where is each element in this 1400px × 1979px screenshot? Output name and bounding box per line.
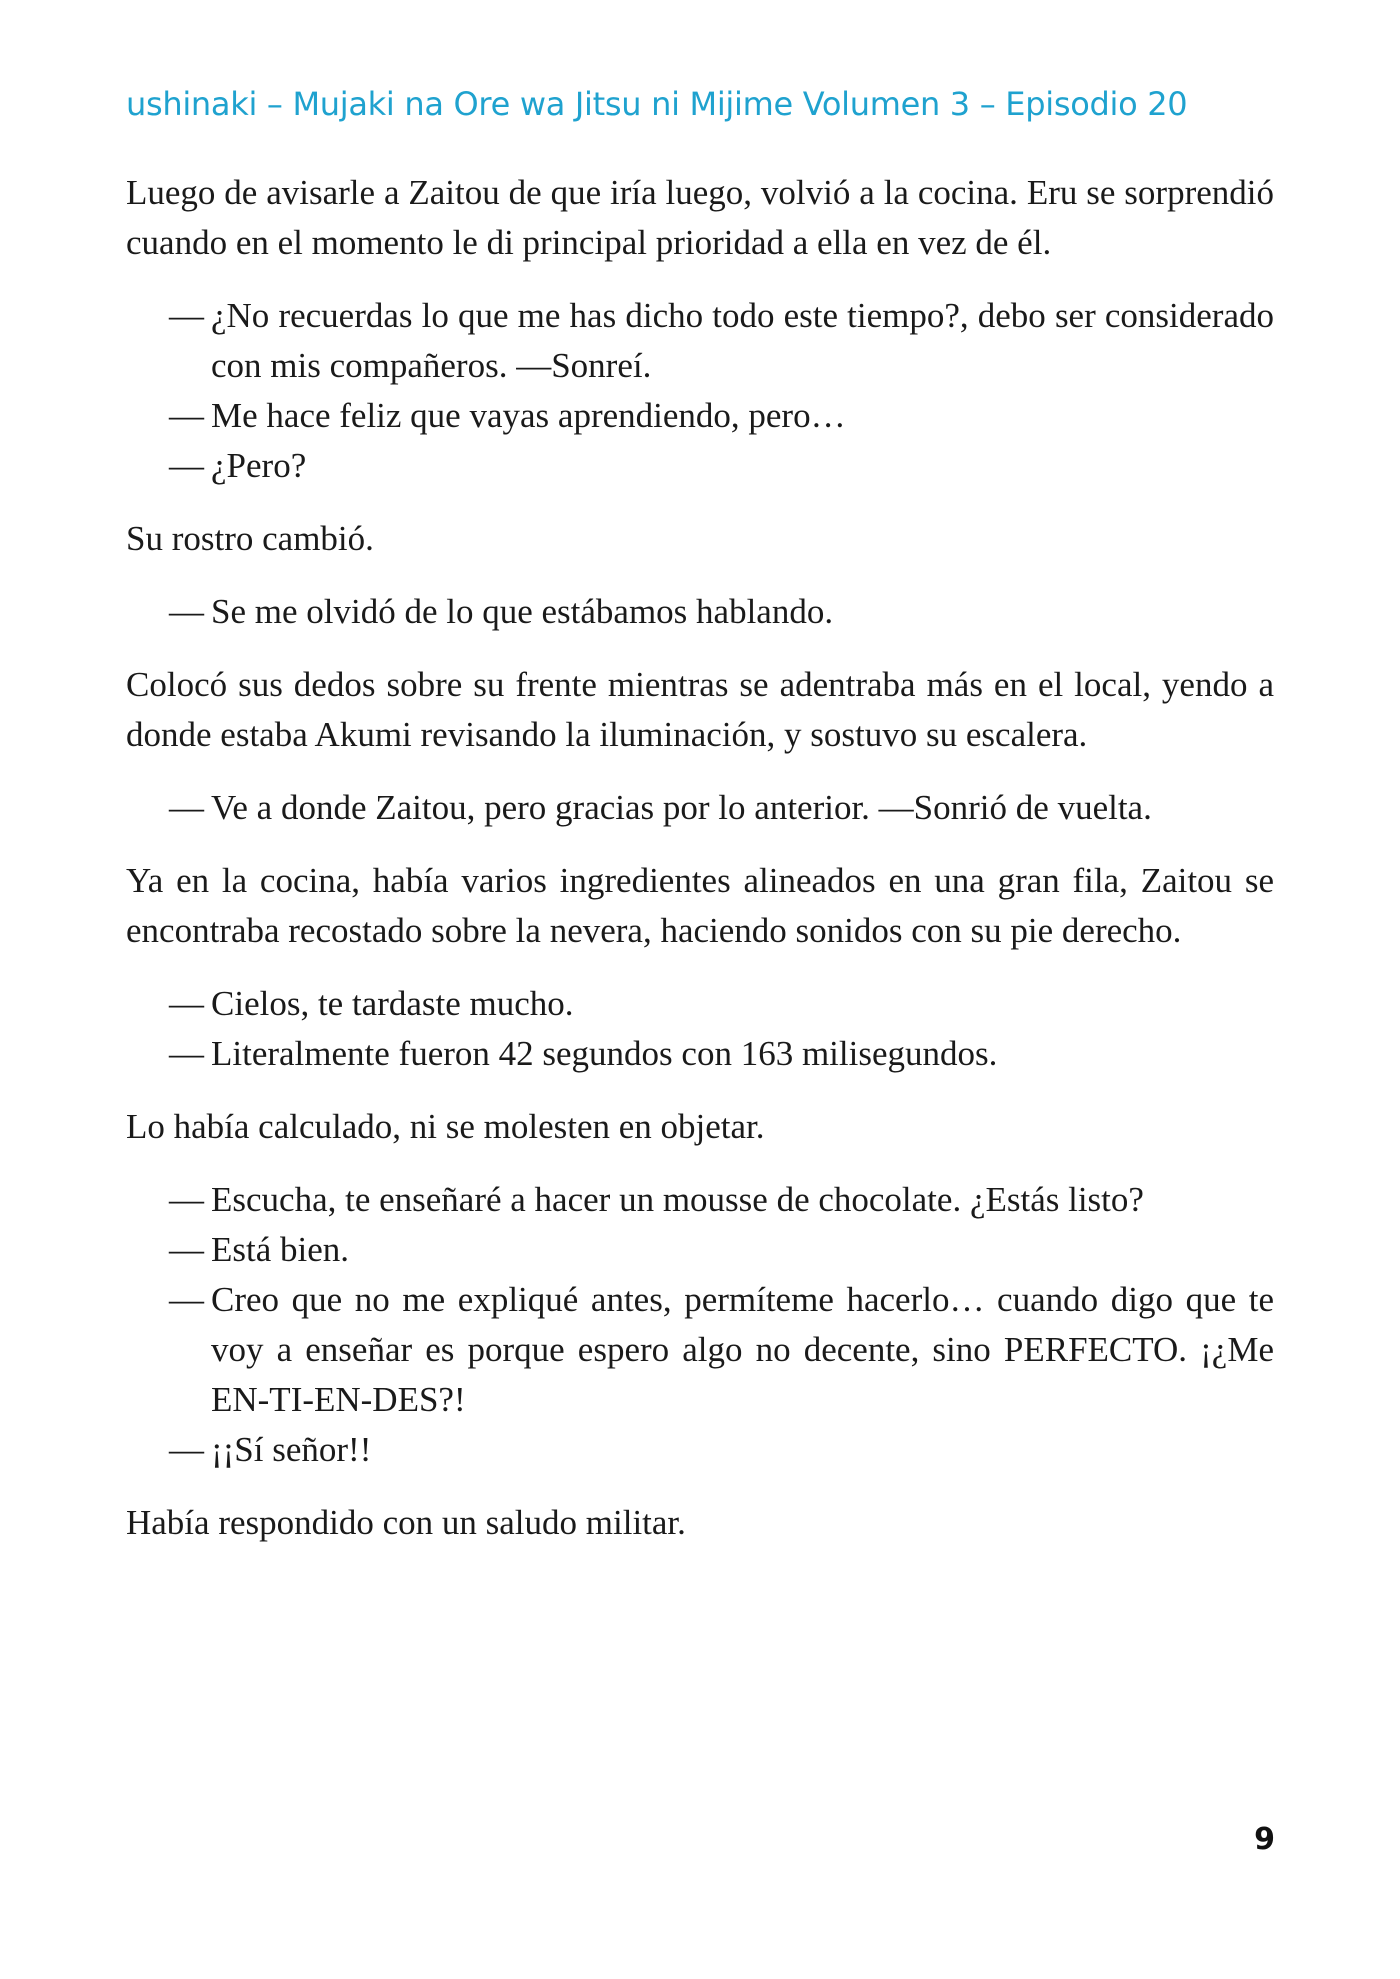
dialogue-text: Se me olvidó de lo que estábamos hablando. <box>211 592 834 631</box>
dialogue-block <box>126 979 1274 1079</box>
dialogue-text: ¡¡Sí señor!! <box>211 1430 372 1469</box>
page-body <box>126 168 1274 1571</box>
dialogue-block <box>126 291 1274 491</box>
dialogue-dash: — <box>169 396 204 435</box>
paragraph: Había respondido con un saludo militar. <box>126 1503 686 1542</box>
running-header: ushinaki – Mujaki na Ore wa Jitsu ni Mijime Volumen 3 – Episodio 20 <box>126 85 1188 123</box>
paragraph: Lo había calculado, ni se molesten en objetar. <box>126 1107 765 1146</box>
dialogue-text: Me hace feliz que vayas aprendiendo, pero… <box>211 396 846 435</box>
dialogue-dash: — <box>169 984 204 1023</box>
dialogue-text: Escucha, te enseñaré a hacer un mousse de chocolate. ¿Estás listo? <box>211 1180 1144 1219</box>
paragraph: Ya en la cocina, había varios ingredientes alineados en una gran fila, Zaitou se encontraba recostado sobre la nevera, haciendo sonidos con su pie derecho. <box>126 861 1274 950</box>
dialogue-dash: — <box>169 788 204 827</box>
dialogue-line <box>126 1175 1274 1225</box>
dialogue-dash: — <box>169 296 204 335</box>
dialogue-block <box>126 587 1274 637</box>
dialogue-block <box>126 1175 1274 1475</box>
dialogue-text: ¿No recuerdas lo que me has dicho todo este tiempo?, debo ser considerado con mis compañeros. —Sonreí. <box>211 296 1274 385</box>
dialogue-line <box>126 1029 1274 1079</box>
dialogue-dash: — <box>169 592 204 631</box>
dialogue-line <box>126 1425 1274 1475</box>
dialogue-text: Creo que no me expliqué antes, permíteme hacerlo… cuando digo que te voy a enseñar es porque espero algo no decente, sino PERFECTO. ¡¿Me EN-TI-EN-DES?! <box>211 1280 1274 1419</box>
dialogue-text: Literalmente fueron 42 segundos con 163 milisegundos. <box>211 1034 998 1073</box>
dialogue-dash: — <box>169 1430 204 1469</box>
dialogue-line <box>126 783 1274 833</box>
dialogue-text: Ve a donde Zaitou, pero gracias por lo anterior. —Sonrió de vuelta. <box>211 788 1152 827</box>
page-number: 9 <box>1254 1822 1275 1857</box>
dialogue-line <box>126 441 1274 491</box>
dialogue-dash: — <box>169 1230 204 1269</box>
dialogue-text: Cielos, te tardaste mucho. <box>211 984 574 1023</box>
dialogue-text: ¿Pero? <box>211 446 307 485</box>
paragraph: Luego de avisarle a Zaitou de que iría luego, volvió a la cocina. Eru se sorprendió cuando en el momento le di principal prioridad a ella en vez de él. <box>126 173 1274 262</box>
dialogue-line <box>126 291 1274 391</box>
dialogue-line <box>126 1275 1274 1425</box>
dialogue-line <box>126 587 1274 637</box>
dialogue-dash: — <box>169 446 204 485</box>
dialogue-dash: — <box>169 1280 204 1319</box>
dialogue-block <box>126 783 1274 833</box>
paragraph: Su rostro cambió. <box>126 519 374 558</box>
paragraph: Colocó sus dedos sobre su frente mientras se adentraba más en el local, yendo a donde estaba Akumi revisando la iluminación, y sostuvo su escalera. <box>126 665 1274 754</box>
dialogue-line <box>126 1225 1274 1275</box>
dialogue-dash: — <box>169 1034 204 1073</box>
dialogue-text: Está bien. <box>211 1230 350 1269</box>
dialogue-dash: — <box>169 1180 204 1219</box>
dialogue-line <box>126 391 1274 441</box>
dialogue-line <box>126 979 1274 1029</box>
